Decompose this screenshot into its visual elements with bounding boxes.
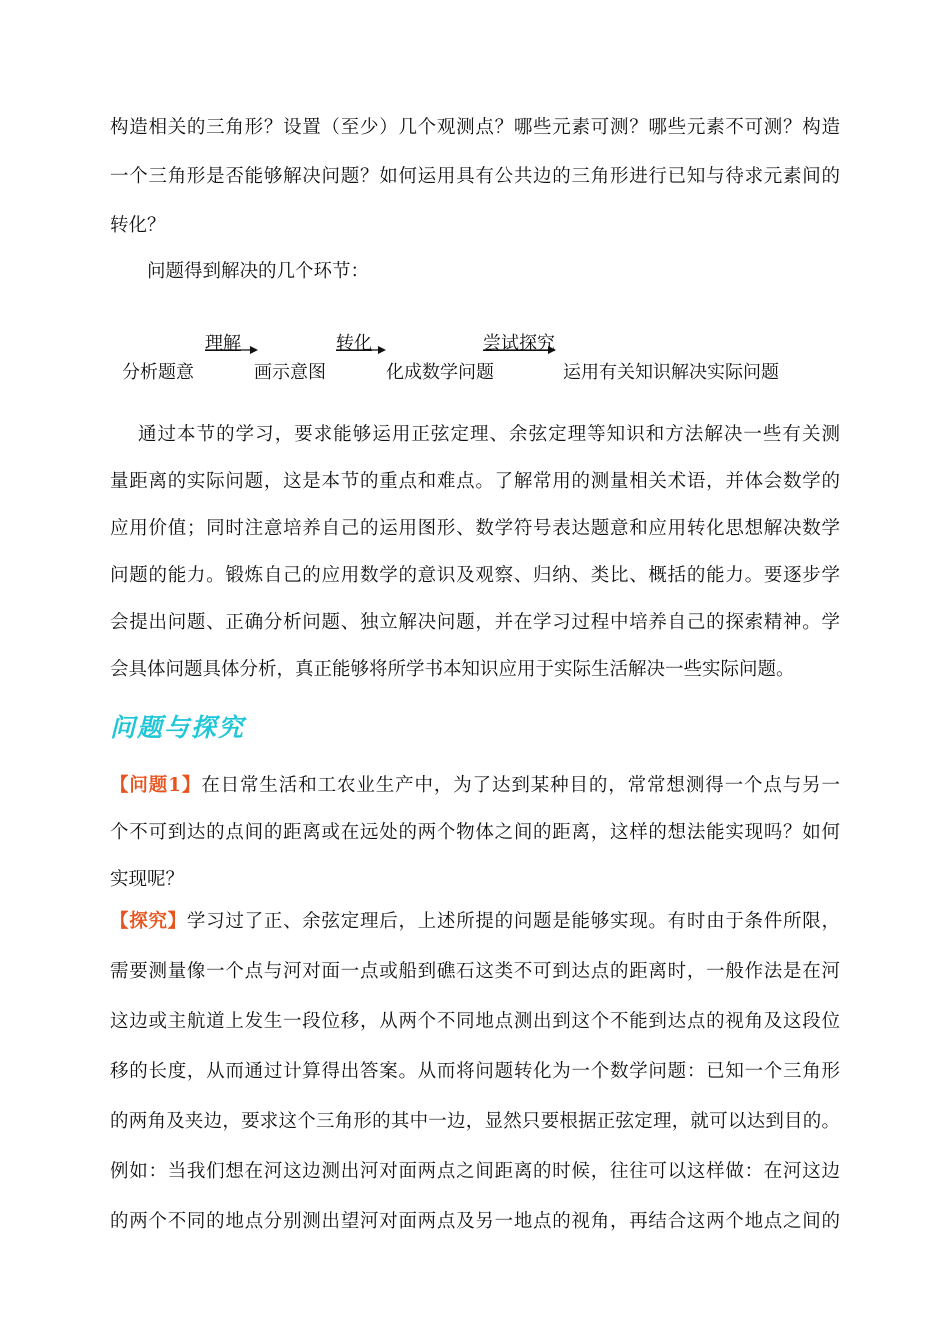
question1-text-1: 在日常生活和工农业生产中，为了达到某种目的，常常想测得一个点与另一 [201, 775, 840, 796]
flow-node-analyze: 分析题意 [122, 362, 194, 383]
intro-line-2: 一个三角形是否能够解决问题？如何运用具有公共边的三角形进行已知与待求元素间的 [110, 166, 840, 187]
summary-line-4: 问题的能力。锻炼自己的应用数学的意识及观察、归纳、类比、概括的能力。要逐步学 [110, 565, 840, 586]
arrow-transform-head [378, 346, 386, 354]
summary-line-5: 会提出问题、正确分析问题、独立解决问题，并在学习过程中培养自己的探索精神。学 [110, 612, 840, 633]
flow-node-sketch: 画示意图 [254, 362, 326, 383]
explore-line-1 [110, 910, 840, 934]
summary-line-2: 量距离的实际问题，这是本节的重点和难点。了解常用的测量相关术语，并体会数学的 [110, 471, 840, 492]
summary-line-6: 会具体问题具体分析，真正能够将所学书本知识应用于实际生活解决一些实际问题。 [110, 659, 795, 680]
flow-node-math-problem: 化成数学问题 [386, 362, 494, 383]
steps-intro: 问题得到解决的几个环节： [147, 261, 370, 282]
explore-tag: 【探究】 [110, 911, 187, 932]
explore-line-2: 需要测量像一个点与河对面一点或船到礁石这类不可到达点的距离时，一般作法是在河 [110, 961, 840, 982]
question1-line-2: 个不可到达的点间的距离或在远处的两个物体之间的距离，这样的想法能实现吗？如何 [110, 822, 840, 843]
explore-line-3: 这边或主航道上发生一段位移，从两个不同地点测出到这个不能到达点的视角及这段位 [110, 1011, 840, 1032]
flow-node-solve: 运用有关知识解决实际问题 [563, 362, 779, 383]
flow-step-explore: 尝试探究 [483, 333, 555, 354]
question1-tag: 【问题1】 [110, 775, 202, 796]
intro-line-1: 构造相关的三角形？设置（至少）几个观测点？哪些元素可测？哪些元素不可测？构造 [110, 117, 840, 138]
intro-line-3: 转化？ [110, 215, 166, 236]
summary-line-3: 应用价值；同时注意培养自己的运用图形、数学符号表达题意和应用转化思想解决数学 [110, 518, 840, 539]
process-flow-diagram [0, 325, 950, 385]
question1-line-1 [110, 774, 840, 798]
arrow-understand-head [250, 346, 258, 354]
explore-line-6: 例如：当我们想在河这边测出河对面两点之间距离的时候，往往可以这样做：在河这边 [110, 1161, 840, 1182]
flow-step-transform: 转化 [336, 333, 372, 354]
explore-text-1: 学习过了正、余弦定理后，上述所提的问题是能够实现。有时由于条件所限， [186, 911, 840, 932]
explore-line-4: 移的长度，从而通过计算得出答案。从而将问题转化为一个数学问题：已知一个三角形 [110, 1061, 840, 1082]
flow-step-understand: 理解 [205, 333, 241, 354]
summary-line-1: 通过本节的学习，要求能够运用正弦定理、余弦定理等知识和方法解决一些有关测 [138, 424, 840, 445]
explore-line-7: 的两个不同的地点分别测出望河对面两点及另一地点的视角，再结合这两个地点之间的 [110, 1211, 840, 1232]
section-heading: 问题与探究 [110, 713, 246, 742]
question1-line-3: 实现呢？ [110, 869, 185, 890]
explore-line-5: 的两角及夹边，要求这个三角形的其中一边，显然只要根据正弦定理，就可以达到目的。 [110, 1111, 840, 1132]
